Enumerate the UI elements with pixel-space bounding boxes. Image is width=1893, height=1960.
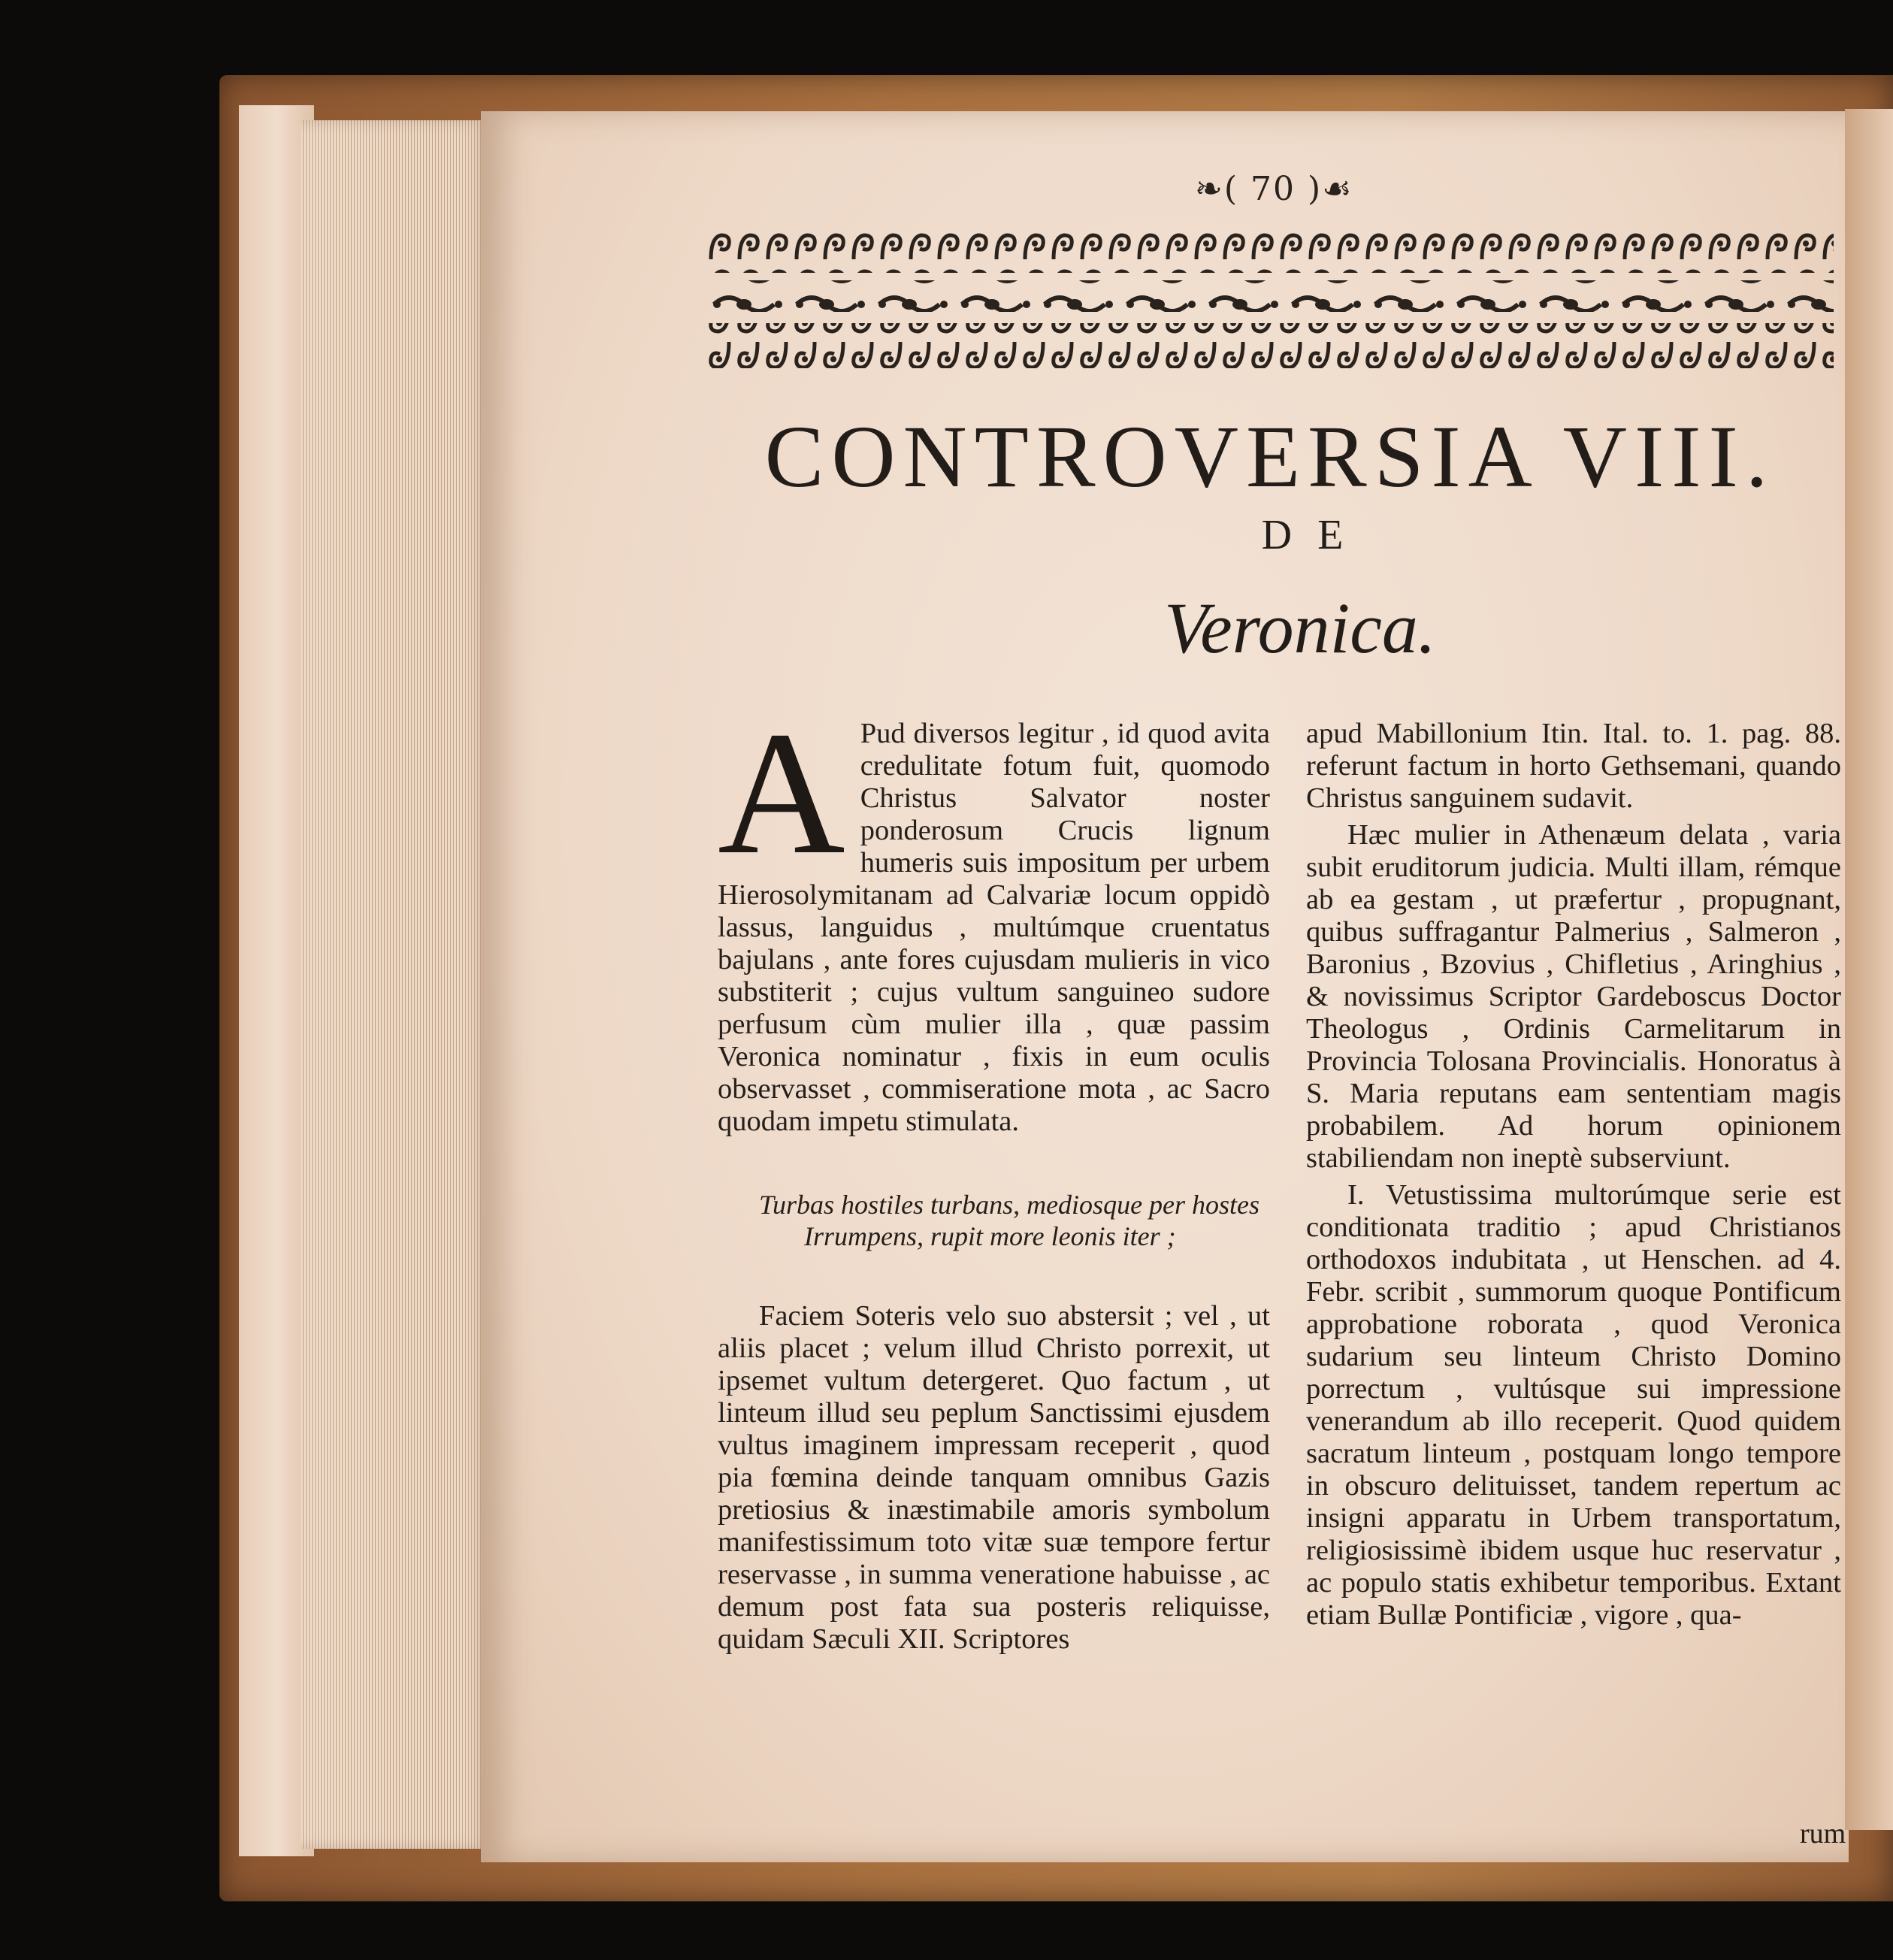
verse-line-2: Irrumpens, rupit more leonis iter ;	[804, 1221, 1176, 1251]
page-number	[1195, 170, 1420, 208]
page-number-ornament-left: ❧	[1195, 170, 1224, 208]
chapter-subject: Veronica.	[1164, 588, 1436, 668]
right-column	[1306, 718, 1841, 1632]
heading-de: DE	[1261, 512, 1369, 558]
left-paragraph-2: Faciem Soteris velo suo abstersit ; vel , ut aliis placet ; velum illud Christo porrexit, ut ipsemet vultum detergeret. Quo factum , ut linteum illud seu peplum Sanctissimi ejusdem vultus imaginem impressam receperit , quod pia fœmina deinde tanquam omnibus Gazis pretiosius & inæstimabile amoris symbolum manifestissimum toto vitæ suæ tempore fertur reservasse , in summa veneratione habuisse , ac demum post fata sua posteris reliquisse, quidam Sæculi XII. Scriptores	[718, 1300, 1270, 1655]
next-page-edge	[1845, 109, 1893, 1830]
left-paragraph-1-text: Pud diversos legitur , id quod avita credulitate fotum fuit, quomodo Christus Salvator noster ponderosum Crucis lignum humeris suis impositum per urbem Hierosolymitanam ad Calvariæ locum oppidò lassus, languidus , multúmque cruentatus bajulans , ante fores cujusdam mulieris in vico substiterit ; cujus vultum sanguineo sudore perfusum cùm mulier illa , quæ passim Veronica nominatur , fixis in eum oculis observasset , commiseratione mota , ac Sacro quodam impetu stimulata.	[718, 718, 1270, 1137]
right-paragraph-2: Hæc mulier in Athenæum delata , varia subit eruditorum judicia. Multi illam, rémque ab ea gestam , ut præfertur , propugnant, quibus suffragantur Palmerius , Salmeron , Baronius , Bzovius , Chifletius , Aringhius , & novissimus Scriptor Gardeboscus Doctor Theologus , Ordinis Carmelitarum in Provincia Tolosana Provincialis. Honoratus à S. Maria reputans eam sententiam magis probabilem. Ad horum opinionem stabiliendam non ineptè subserviunt.	[1306, 819, 1841, 1174]
page-number-ornament-right: ☙	[1322, 170, 1353, 208]
verse	[759, 1189, 1270, 1252]
page-edges	[301, 120, 488, 1849]
drop-cap: A	[718, 695, 845, 891]
left-column	[718, 695, 1270, 1656]
page-number-text: ( 70 )	[1223, 170, 1323, 208]
catchword: rum	[1800, 1818, 1846, 1850]
left-paragraph-1	[718, 695, 1270, 1138]
headpiece-ornament	[706, 229, 1834, 376]
chapter-heading: CONTROVERSIA VIII.	[764, 407, 1776, 506]
right-paragraph-3: I. Vetustissima multorúmque serie est conditionata traditio ; apud Christianos orthodoxos indubitata , ut Henschen. ad 4. Febr. scribit , summorum quoque Pontificum approbatione roborata , quod Veronica sudarium seu linteum Christo Domino porrectum , vultúsque sui impressione venerandum ab illo receperit. Quod quidem sacratum linteum , postquam longo tempore in obscuro delituisset, tandem repertum ac insigni apparatu in Urbem transportatum, religiosissimè ibidem usque huc reservatur , ac populo statis exhibetur temporibus. Extant etiam Bullæ Pontificiæ , vigore , qua-	[1306, 1179, 1841, 1631]
verse-line-1: Turbas hostiles turbans, mediosque per hostes	[759, 1190, 1260, 1220]
right-paragraph-1: apud Mabillonium Itin. Ital. to. 1. pag. 88. referunt factum in horto Gethsemani, quando Christus sanguinem sudavit.	[1306, 718, 1841, 814]
